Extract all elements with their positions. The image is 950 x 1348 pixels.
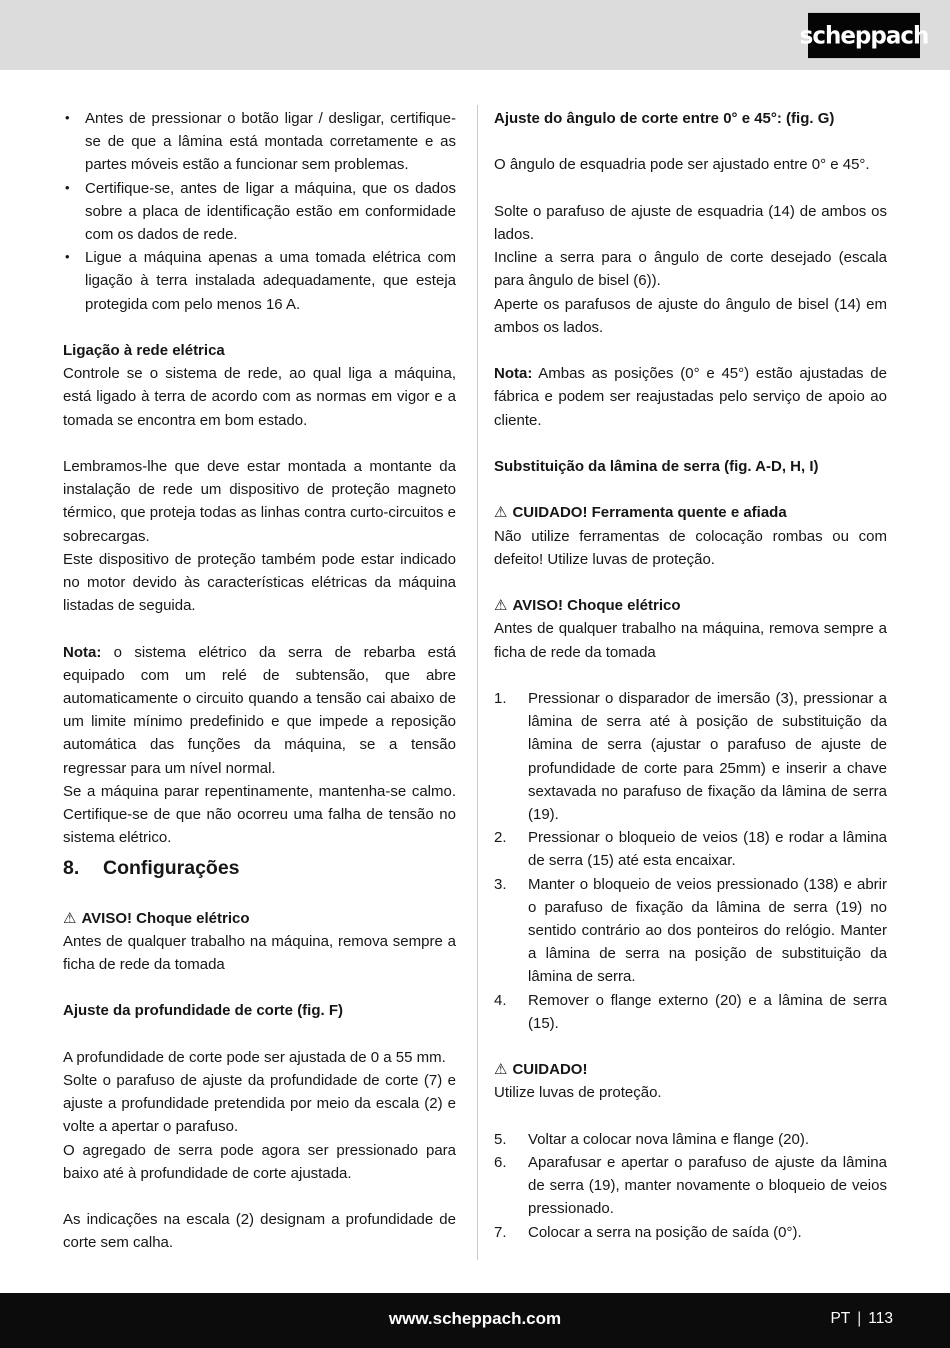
list-item-number: 2. xyxy=(494,829,507,847)
paragraph: Solte o parafuso de ajuste da profundidade de corte (7) e ajuste a profundidade pretendida por meio da escala (2) e volte a apertar o parafuso. xyxy=(63,1072,456,1136)
footer-page-info xyxy=(830,1310,893,1328)
bullet-icon: • xyxy=(65,249,70,265)
list-item-number: 4. xyxy=(494,991,507,1009)
numbered-list xyxy=(494,687,887,1035)
warning-triangle-icon: ⚠ xyxy=(494,1061,508,1079)
paragraph: Solte o parafuso de ajuste de esquadria (14) de ambos os lados. xyxy=(494,202,887,243)
section-heading: Ajuste do ângulo de corte entre 0° e 45°: (fig. G) xyxy=(494,110,835,127)
bullet-list-item xyxy=(63,107,456,177)
paragraph: Este dispositivo de proteção também pode estar indicado no motor devido às características elétricas da máquina listadas de seguida. xyxy=(63,550,456,615)
warning-text: CUIDADO! Ferramenta quente e afiada xyxy=(512,504,787,522)
footer-bar xyxy=(0,1293,950,1348)
warning-heading xyxy=(494,594,887,617)
header-bar xyxy=(0,0,950,70)
paragraph: As indicações na escala (2) designam a profundidade de corte sem calha. xyxy=(63,1211,456,1252)
numbered-list-item xyxy=(494,687,887,826)
list-item-text: Aparafusar e apertar o parafuso de ajuste da lâmina de serra (19), manter novamente o bloqueio de veios pressionado. xyxy=(528,1154,887,1218)
list-item-number: 5. xyxy=(494,1130,507,1148)
section-heading: Substituição da lâmina de serra (fig. A-D, H, I) xyxy=(494,457,819,475)
numbered-list-item xyxy=(494,826,887,872)
section-heading: Ligação à rede elétrica xyxy=(63,342,225,360)
paragraph: Se a máquina parar repentinamente, mantenha-se calmo. Certifique-se de que não ocorreu uma falha de tensão no sistema elétrico. xyxy=(63,782,456,847)
chapter-title: Configurações xyxy=(103,857,240,880)
footer-language: PT xyxy=(830,1310,851,1327)
paragraph: Não utilize ferramentas de colocação rombas ou com defeito! Utilize luvas de proteção. xyxy=(494,527,887,568)
warning-text: AVISO! Choque elétrico xyxy=(81,909,250,927)
warning-triangle-icon: ⚠ xyxy=(63,909,77,927)
list-item-number: 7. xyxy=(494,1223,507,1241)
chapter-heading xyxy=(63,853,456,883)
warning-triangle-icon: ⚠ xyxy=(494,597,508,615)
numbered-list xyxy=(494,1128,887,1244)
paragraph-bold-prefix: Nota: xyxy=(63,643,102,661)
list-item-text: Colocar a serra na posição de saída (0°). xyxy=(528,1223,802,1241)
bullet-text: Certifique-se, antes de ligar a máquina, que os dados sobre a placa de identificação estão em conformidade com os dados de rede. xyxy=(85,179,456,244)
paragraph: Antes de qualquer trabalho na máquina, remova sempre a ficha de rede da tomada xyxy=(494,620,887,661)
bullet-list-item xyxy=(63,177,456,247)
section-heading: Ajuste da profundidade de corte (fig. F) xyxy=(63,1002,344,1020)
numbered-list-item xyxy=(494,1221,887,1244)
paragraph: O agregado de serra pode agora ser pressionado para baixo até à profundidade de corte ajustada. xyxy=(63,1141,456,1182)
list-item-text: Manter o bloqueio de veios pressionado (138) e abrir o parafuso de fixação da lâmina de serra (19) no sentido contrário ao dos ponteiros do relógio. Manter a lâmina de serra na posição de substituição da lâmina de serra. xyxy=(528,875,887,986)
warning-triangle-icon: ⚠ xyxy=(494,504,508,522)
warning-heading xyxy=(494,1058,887,1081)
numbered-list-item xyxy=(494,989,887,1035)
bullet-icon: • xyxy=(65,179,70,195)
paragraph: Antes de qualquer trabalho na máquina, remova sempre a ficha de rede da tomada xyxy=(63,932,456,974)
chapter-number: 8. xyxy=(63,857,80,880)
paragraph: O ângulo de esquadria pode ser ajustado entre 0° e 45°. xyxy=(494,156,870,174)
bullet-text: Antes de pressionar o botão ligar / desligar, certifique-se de que a lâmina está montada corretamente e as partes móveis estão a funcionar sem problemas. xyxy=(85,110,456,174)
list-item-text: Pressionar o bloqueio de veios (18) e rodar a lâmina de serra (15) até esta encaixar. xyxy=(528,829,887,870)
left-column xyxy=(63,107,456,1255)
paragraph: Nota: Ambas as posições (0° e 45°) estão ajustadas de fábrica e podem ser reajustadas pelo serviço de apoio ao cliente. xyxy=(494,365,887,429)
column-divider xyxy=(477,105,478,1260)
bullet-text: Ligue a máquina apenas a uma tomada elétrica com ligação à terra instalada adequadamente, que esteja protegida com pelo menos 16 A. xyxy=(85,249,456,313)
paragraph-bold-prefix: Nota: xyxy=(494,365,533,383)
footer-website: www.scheppach.com xyxy=(388,1309,562,1328)
warning-text: CUIDADO! xyxy=(512,1061,588,1079)
list-item-text: Pressionar o disparador de imersão (3), pressionar a lâmina de serra até à posição de substituição da lâmina de serra (ajustar o parafuso de ajuste de profundidade de corte para 25mm) e inserir a chave sextavada no parafuso de fixação da lâmina de serra (19). xyxy=(528,689,887,823)
footer-separator: | xyxy=(857,1310,862,1327)
list-item-text: Remover o flange externo (20) e a lâmina de serra (15). xyxy=(528,991,887,1032)
paragraph: Aperte os parafusos de ajuste do ângulo de bisel (14) em ambos os lados. xyxy=(494,295,887,336)
paragraph: Lembramos-lhe que deve estar montada a montante da instalação de rede um dispositivo de proteção magneto térmico, que proteja todas as linhas contra curto-circuitos e sobrecargas. xyxy=(63,458,456,545)
numbered-list-item xyxy=(494,1151,887,1221)
bullet-icon: • xyxy=(65,110,70,125)
warning-heading xyxy=(494,501,887,524)
numbered-list-item xyxy=(494,873,887,989)
warning-heading xyxy=(63,907,456,930)
list-item-number: 6. xyxy=(494,1154,507,1171)
footer-page-number: 113 xyxy=(868,1310,893,1327)
list-item-number: 3. xyxy=(494,875,507,893)
paragraph: Incline a serra para o ângulo de corte desejado (escala para ângulo de bisel (6)). xyxy=(494,249,887,290)
paragraph: A profundidade de corte pode ser ajustada de 0 a 55 mm. xyxy=(63,1048,446,1066)
paragraph: Controle se o sistema de rede, ao qual liga a máquina, está ligado à terra de acordo com as normas em vigor e a tomada se encontra em bom estado. xyxy=(63,365,456,429)
bullet-list xyxy=(63,107,456,316)
bullet-list-item xyxy=(63,246,456,316)
list-item-number: 1. xyxy=(494,689,507,707)
warning-text: AVISO! Choque elétrico xyxy=(512,597,681,615)
list-item-text: Voltar a colocar nova lâmina e flange (20). xyxy=(528,1130,809,1148)
paragraph: Utilize luvas de proteção. xyxy=(494,1084,662,1102)
right-column xyxy=(494,107,887,1244)
numbered-list-item xyxy=(494,1128,887,1151)
scheppach-logo: scheppach xyxy=(808,13,920,58)
paragraph: Nota: o sistema elétrico da serra de rebarba está equipado com um relé de subtensão, que abre automaticamente o circuito quando a tensão cai abaixo de um limite mínimo predefinido e que impede a reposição automática das funções da máquina, se a tensão regressar para um nível normal. xyxy=(63,643,456,777)
